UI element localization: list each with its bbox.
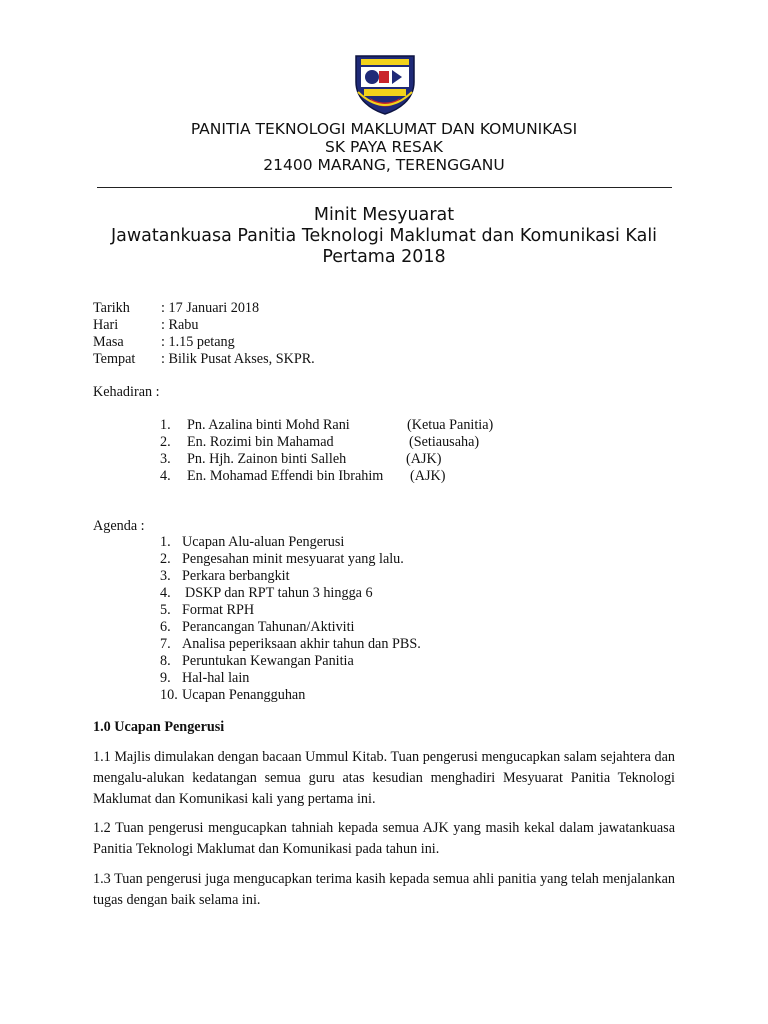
member-role: (AJK) (406, 451, 442, 467)
school-crest-logo (352, 52, 418, 116)
agenda-text: Hal-hal lain (182, 670, 250, 686)
list-number: 1. (160, 534, 171, 550)
list-number: 3. (160, 568, 171, 584)
agenda-text: Ucapan Penangguhan (182, 687, 306, 703)
agenda-text: Perkara berbangkit (182, 568, 290, 584)
agenda-text: Peruntukan Kewangan Panitia (182, 653, 354, 669)
info-label: Tempat (93, 351, 136, 367)
section-heading: 1.0 Ucapan Pengerusi (93, 719, 225, 735)
attendance-label: Kehadiran : (93, 384, 160, 400)
info-value: : 17 Januari 2018 (161, 300, 260, 316)
agenda-text: DSKP dan RPT tahun 3 hingga 6 (185, 585, 373, 601)
info-value: : Bilik Pusat Akses, SKPR. (161, 351, 315, 367)
info-value: : 1.15 petang (161, 334, 235, 350)
list-number: 2. (160, 434, 171, 450)
school-header (80, 120, 688, 174)
list-number: 6. (160, 619, 171, 635)
title-line-2: Jawatankuasa Panitia Teknologi Maklumat dan Komunikasi Kali (110, 226, 658, 246)
list-number: 2. (160, 551, 171, 567)
agenda-text: Format RPH (182, 602, 255, 618)
title-line-1: Minit Mesyuarat (313, 205, 455, 225)
document-title (60, 205, 708, 268)
member-name: Pn. Hjh. Zainon binti Salleh (187, 451, 347, 467)
member-name: En. Rozimi bin Mahamad (187, 434, 334, 450)
list-number: 9. (160, 670, 171, 686)
header-divider (97, 187, 672, 188)
list-number: 10. (160, 687, 178, 703)
list-number: 4. (160, 468, 171, 484)
agenda-text: Perancangan Tahunan/Aktiviti (182, 619, 355, 635)
paragraph-1-1: 1.1 Majlis dimulakan dengan bacaan Ummul Kitab. Tuan pengerusi mengucapkan salam sejahtera dan mengalu-alukan kedatangan semua guru atas kesudian menghadiri Mesyuarat Panitia Teknologi Maklumat dan Komunikasi kali yang pertama ini. (93, 749, 675, 807)
agenda-text: Pengesahan minit mesyuarat yang lalu. (182, 551, 404, 567)
info-label: Masa (93, 334, 124, 350)
agenda-label: Agenda : (93, 518, 145, 534)
agenda-text: Ucapan Alu-aluan Pengerusi (182, 534, 345, 550)
list-number: 3. (160, 451, 171, 467)
info-label: Tarikh (93, 300, 130, 316)
member-name: Pn. Azalina binti Mohd Rani (187, 417, 350, 433)
agenda-text: Analisa peperiksaan akhir tahun dan PBS. (182, 636, 421, 652)
list-number: 5. (160, 602, 171, 618)
paragraph-1-2: 1.2 Tuan pengerusi mengucapkan tahniah kepada semua AJK yang masih kekal dalam jawatankuasa Panitia Teknologi Maklumat dan Komunikasi pada tahun ini. (93, 820, 675, 857)
list-number: 7. (160, 636, 171, 652)
list-number: 4. (160, 585, 171, 601)
list-number: 1. (160, 417, 171, 433)
list-number: 8. (160, 653, 171, 669)
member-role: (Ketua Panitia) (407, 417, 494, 433)
info-value: : Rabu (161, 317, 199, 333)
info-label: Hari (93, 317, 119, 333)
title-line-3: Pertama 2018 (322, 247, 446, 267)
header-line-2: SK PAYA RESAK (325, 138, 443, 156)
member-role: (AJK) (410, 468, 446, 484)
header-line-3: 21400 MARANG, TERENGGANU (263, 156, 505, 174)
header-line-1: PANITIA TEKNOLOGI MAKLUMAT DAN KOMUNIKASI (190, 120, 578, 138)
paragraph-1-3: 1.3 Tuan pengerusi juga mengucapkan terima kasih kepada semua ahli panitia yang telah menjalankan tugas dengan baik selama ini. (93, 871, 675, 908)
member-role: (Setiausaha) (409, 434, 480, 450)
member-name: En. Mohamad Effendi bin Ibrahim (187, 468, 384, 484)
